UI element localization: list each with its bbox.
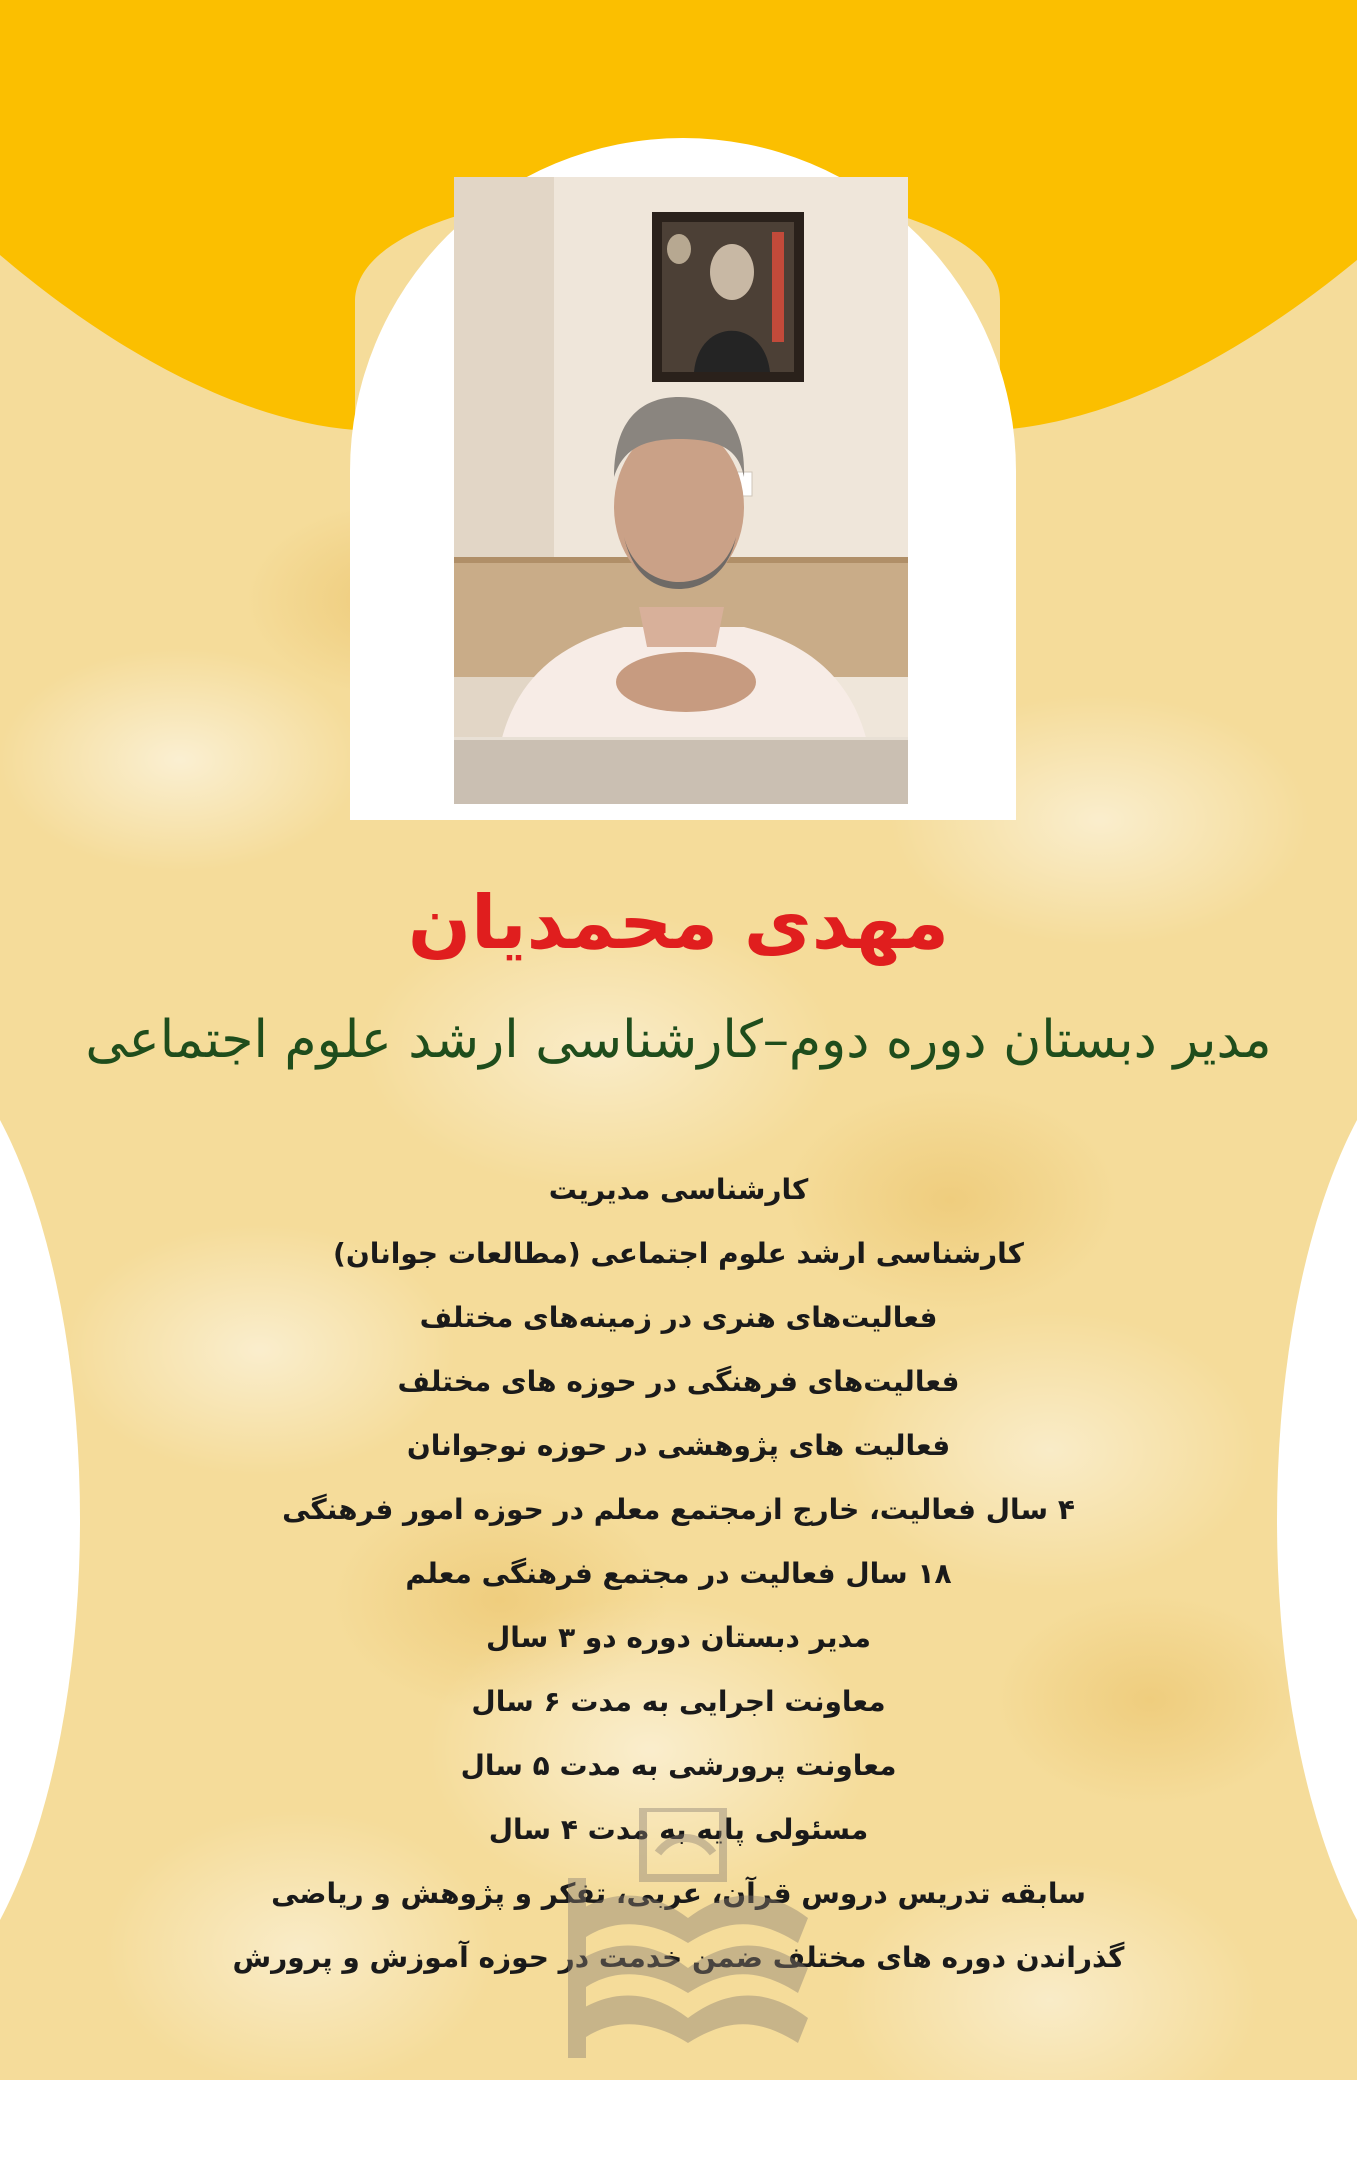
bio-item: کارشناسی مدیریت [548,1173,809,1206]
portrait-photo [454,177,908,804]
bio-item: ۱۸ سال فعالیت در مجتمع فرهنگی معلم [405,1557,952,1590]
bio-item: فعالیت های پژوهشی در حوزه نوجوانان [406,1429,951,1462]
person-title: مدیر دبستان دوره دوم–کارشناسی ارشد علوم اجتماعی [85,1010,1272,1070]
bottom-white-strip [0,2080,1357,2160]
bio-item: کارشناسی ارشد علوم اجتماعی (مطالعات جوانان) [333,1237,1024,1270]
bio-item: ۴ سال فعالیت، خارج ازمجتمع معلم در حوزه امور فرهنگی [282,1493,1075,1526]
bio-item: گذراندن دوره های مختلف ضمن خدمت در حوزه آموزش و پرورش [232,1941,1125,1974]
person-name: مهدی محمدیان [407,880,950,966]
bio-item: معاونت پرورشی به مدت ۵ سال [460,1749,897,1782]
bio-item: معاونت اجرایی به مدت ۶ سال [471,1685,886,1718]
bio-item: فعالیت‌های فرهنگی در حوزه های مختلف [397,1365,960,1398]
bio-item: سابقه تدریس دروس قرآن، عربی، تفکر و پژوهش و ریاضی [271,1877,1086,1910]
bio-item: مدیر دبستان دوره دو ۳ سال [485,1621,872,1654]
bio-item: فعالیت‌های هنری در زمینه‌های مختلف [419,1301,938,1334]
school-logo-watermark-icon [548,1808,828,2068]
bio-item: مسئولی پایه به مدت ۴ سال [488,1813,869,1846]
